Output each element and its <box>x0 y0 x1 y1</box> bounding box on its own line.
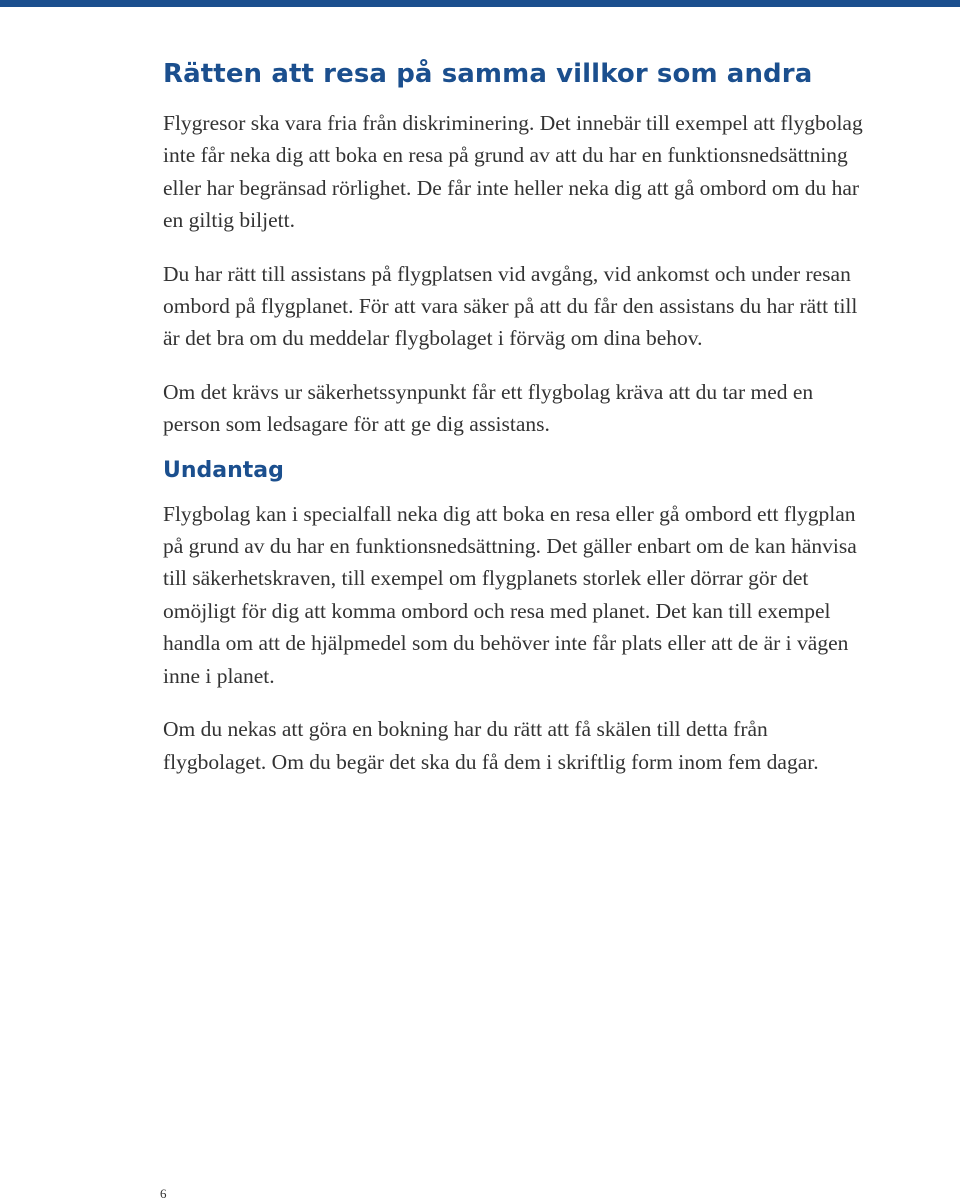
paragraph-discrimination: Flygresor ska vara fria från diskriminering. Det innebär till exempel att flygbolag inte får neka dig att boka en resa på grund av att du har en funktionsnedsättning eller har begränsad rörlighet. De får inte heller neka dig att gå ombord om du har en giltig biljett. <box>163 111 863 233</box>
section-heading-rights: Rätten att resa på samma villkor som andra <box>163 59 813 89</box>
paragraph-exceptions: Flygbolag kan i specialfall neka dig att boka en resa eller gå ombord ett flygplan på grund av du har en funktionsnedsättning. Det gäller enbart om de kan hänvisa till säkerhetskraven, till exempel om flygplanets storlek eller dörrar gör det omöjligt för dig att komma ombord och resa med planet. Det kan till exempel handla om att de hjälpmedel som du behöver inte får plats eller att de är i vägen inne i planet. <box>163 501 857 688</box>
section-heading-exceptions: Undantag <box>163 457 284 483</box>
paragraph-refusal-reasons: Om du nekas att göra en bokning har du rätt att få skälen till detta från flygbolaget. Om du begär det ska du få dem i skriftlig form inom fem dagar. <box>163 717 819 774</box>
paragraph-companion: Om det krävs ur säkerhetssynpunkt får ett flygbolag kräva att du tar med en person som ledsagare för att ge dig assistans. <box>163 379 814 437</box>
paragraph-assistance: Du har rätt till assistans på flygplatsen vid avgång, vid ankomst och under resan ombord på flygplanet. För att vara säker på att du får den assistans du har rätt till är det bra om du meddelar flygbolaget i förväg om dina behov. <box>163 261 858 351</box>
page-number: 6 <box>160 1186 167 1201</box>
top-accent-bar <box>0 0 960 7</box>
page-content <box>163 57 863 799</box>
